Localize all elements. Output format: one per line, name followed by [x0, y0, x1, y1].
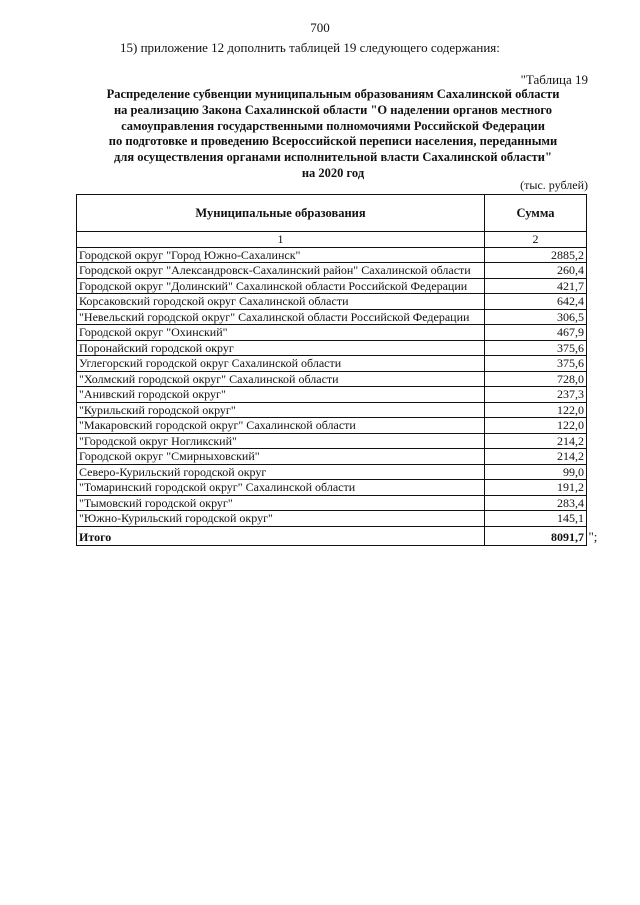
total-row	[77, 526, 587, 545]
table-caption: "Таблица 19	[520, 72, 588, 87]
table-body	[77, 232, 587, 546]
amount-value: 375,6	[485, 340, 587, 356]
table-row	[77, 402, 587, 418]
municipality-name: "Южно-Курильский городской округ"	[77, 511, 485, 527]
amount-value: 283,4	[485, 495, 587, 511]
municipality-name: Городской округ "Долинский" Сахалинской области Российской Федерации	[77, 278, 485, 294]
table-row	[77, 464, 587, 480]
amount-value: 375,6	[485, 356, 587, 372]
amount-value: 642,4	[485, 294, 587, 310]
column-number-row	[77, 232, 587, 248]
amount-value: 122,0	[485, 418, 587, 434]
table-row	[77, 418, 587, 434]
table-row	[77, 433, 587, 449]
table-row	[77, 325, 587, 341]
municipality-name: Городской округ "Смирныховский"	[77, 449, 485, 465]
title-line: для осуществления органами исполнительной власти Сахалинской области"	[114, 150, 552, 165]
page-number: 700	[310, 20, 330, 35]
table-row	[77, 263, 587, 279]
amount-value: 99,0	[485, 464, 587, 480]
amount-value: 214,2	[485, 433, 587, 449]
table-row	[77, 294, 587, 310]
title-line: на 2020 год	[301, 165, 365, 180]
table-row	[77, 449, 587, 465]
amount-value: 260,4	[485, 263, 587, 279]
amount-value: 214,2	[485, 449, 587, 465]
document-title	[60, 87, 606, 182]
municipality-name: "Городской округ Ногликский"	[77, 433, 485, 449]
column-number: 2	[485, 232, 587, 248]
header-row	[77, 195, 587, 232]
table-row	[77, 371, 587, 387]
subsidy-table	[76, 194, 587, 546]
municipality-name: "Макаровский городской округ" Сахалинской области	[77, 418, 485, 434]
amount-value: 467,9	[485, 325, 587, 341]
municipality-name: "Томаринский городской округ" Сахалинской области	[77, 480, 485, 496]
amount-value: 728,0	[485, 371, 587, 387]
column-number: 1	[77, 232, 485, 248]
table-row	[77, 356, 587, 372]
table-row	[77, 511, 587, 527]
table-row	[77, 340, 587, 356]
amount-value: 237,3	[485, 387, 587, 403]
municipality-name: Городской округ "Александровск-Сахалинский район" Сахалинской области	[77, 263, 485, 279]
table-row	[77, 309, 587, 325]
intro-paragraph: 15) приложение 12 дополнить таблицей 19 следующего содержания:	[120, 40, 500, 55]
title-line: Распределение субвенции муниципальным образованиям Сахалинской области	[106, 87, 560, 101]
amount-value: 2885,2	[485, 247, 587, 263]
closing-quote: ";	[588, 529, 598, 544]
table-row	[77, 495, 587, 511]
municipality-name: Поронайский городской округ	[77, 340, 485, 356]
municipality-name: "Анивский городской округ"	[77, 387, 485, 403]
title-line: самоуправления государственными полномочиями Российской Федерации	[121, 118, 545, 133]
amount-value: 421,7	[485, 278, 587, 294]
units-label: (тыс. рублей)	[520, 178, 588, 192]
total-amount: 8091,7	[485, 526, 587, 545]
municipality-name: Корсаковский городской округ Сахалинской области	[77, 294, 485, 310]
amount-value: 145,1	[485, 511, 587, 527]
amount-value: 191,2	[485, 480, 587, 496]
municipality-name: "Курильский городской округ"	[77, 402, 485, 418]
municipality-name: Городской округ "Охинский"	[77, 325, 485, 341]
header-municipality: Муниципальные образования	[77, 195, 485, 232]
municipality-name: Северо-Курильский городской округ	[77, 464, 485, 480]
header-amount: Сумма	[485, 195, 587, 232]
table-row	[77, 278, 587, 294]
municipality-name: Городской округ "Город Южно-Сахалинск"	[77, 247, 485, 263]
table-row	[77, 387, 587, 403]
title-line: на реализацию Закона Сахалинской области "О наделении органов местного	[113, 102, 552, 117]
title-line: по подготовке и проведению Всероссийской переписи населения, переданными	[108, 134, 558, 149]
table-row	[77, 480, 587, 496]
table-row	[77, 247, 587, 263]
municipality-name: "Холмский городской округ" Сахалинской области	[77, 371, 485, 387]
municipality-name: "Тымовский городской округ"	[77, 495, 485, 511]
municipality-name: Углегорский городской округ Сахалинской области	[77, 356, 485, 372]
total-label: Итого	[77, 526, 485, 545]
amount-value: 306,5	[485, 309, 587, 325]
municipality-name: "Невельский городской округ" Сахалинской области Российской Федерации	[77, 309, 485, 325]
amount-value: 122,0	[485, 402, 587, 418]
